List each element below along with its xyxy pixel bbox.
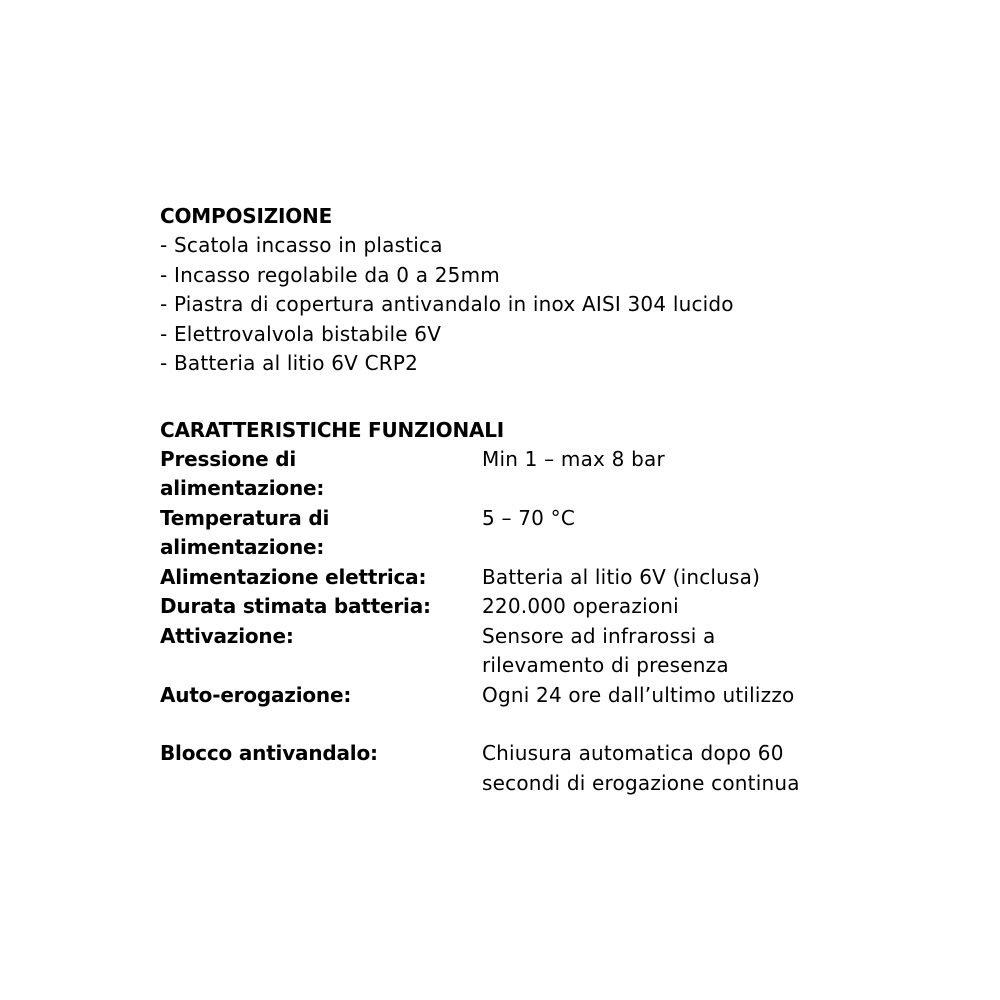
spec-label — [160, 592, 482, 622]
spec-label-line: alimentazione: — [160, 535, 325, 559]
spec-label-line: Attivazione: — [160, 623, 294, 648]
spec-value-line: rilevamento di presenza — [482, 653, 729, 677]
spec-value — [482, 592, 902, 622]
spec-row-durata-batteria — [160, 592, 902, 622]
spec-value — [482, 681, 902, 711]
spec-value-line: Chiusura automatica dopo 60 — [482, 741, 784, 765]
composizione-list — [160, 231, 940, 379]
caratteristiche-heading: CARATTERISTICHE FUNZIONALI — [160, 417, 505, 442]
spec-value-line: Batteria al litio 6V (inclusa) — [482, 564, 761, 589]
spec-table — [160, 445, 902, 799]
spec-label-line: Pressione di — [160, 446, 297, 471]
composizione-item: - Batteria al litio 6V CRP2 — [160, 351, 419, 375]
composizione-item: - Scatola incasso in plastica — [160, 233, 443, 257]
spec-label — [160, 445, 482, 504]
spec-row-blocco-antivandalo — [160, 710, 902, 798]
spec-row-attivazione — [160, 622, 902, 681]
spec-label-line: Blocco antivandalo: — [160, 741, 378, 765]
spec-row-auto-erogazione — [160, 681, 902, 711]
spec-label — [160, 681, 482, 711]
spec-label — [160, 563, 482, 593]
spec-label — [160, 622, 482, 681]
spec-value-line: 220.000 operazioni — [482, 594, 679, 618]
composizione-item: - Incasso regolabile da 0 a 25mm — [160, 262, 500, 287]
composizione-item: - Piastra di copertura antivandalo in inox AISI 304 lucido — [160, 292, 734, 316]
spec-label-line: Auto-erogazione: — [160, 682, 352, 707]
spec-value-line: Sensore ad infrarossi a — [482, 623, 716, 648]
composizione-item: - Elettrovalvola bistabile 6V — [160, 321, 442, 346]
spec-value-line: 5 – 70 °C — [482, 505, 576, 530]
spec-value-line: secondi di erogazione continua — [482, 770, 800, 795]
spec-value-line: Ogni 24 ore dall’ultimo utilizzo — [482, 682, 795, 707]
spec-value — [482, 504, 902, 563]
caratteristiche-section — [160, 416, 940, 799]
spec-value-line: Min 1 – max 8 bar — [482, 446, 665, 471]
composizione-section — [160, 202, 940, 379]
spec-row-alimentazione-elettrica — [160, 563, 902, 593]
spec-label-line: Durata stimata batteria: — [160, 594, 431, 618]
composizione-heading: COMPOSIZIONE — [160, 204, 333, 228]
spec-value — [482, 622, 902, 681]
spec-row-temperatura — [160, 504, 902, 563]
spec-label-line: Alimentazione elettrica: — [160, 564, 427, 589]
spec-row-pressione — [160, 445, 902, 504]
spec-label — [160, 504, 482, 563]
spec-label-line: alimentazione: — [160, 476, 325, 500]
spec-value — [482, 710, 902, 798]
spec-label-line: Temperatura di — [160, 505, 330, 530]
spec-label — [160, 710, 482, 798]
spec-value — [482, 445, 902, 504]
product-spec-sheet — [160, 202, 940, 798]
spec-value — [482, 563, 902, 593]
